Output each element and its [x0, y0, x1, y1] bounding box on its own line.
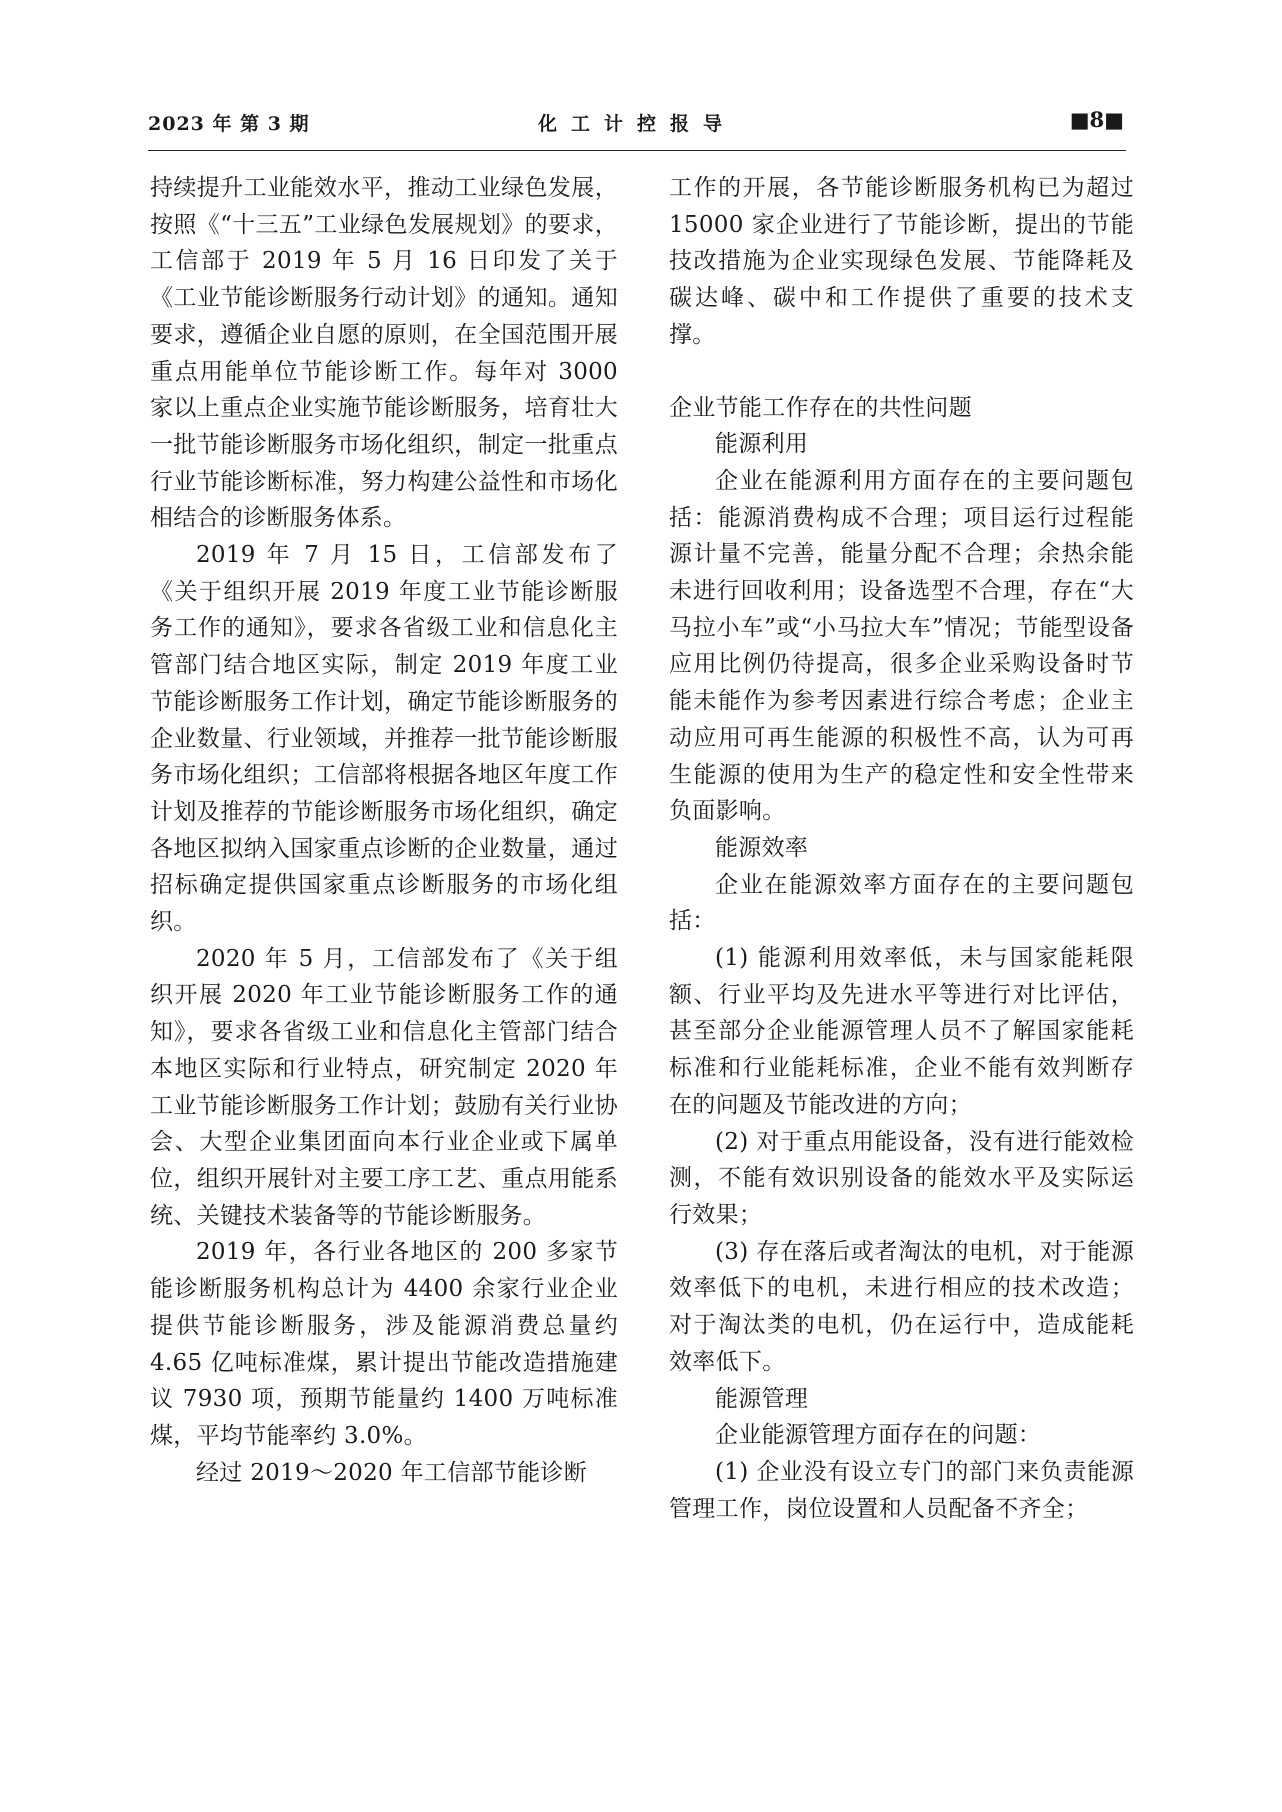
paragraph: 企业在能源效率方面存在的主要问题包括：: [669, 871, 1134, 935]
subsection-title: 能源效率: [715, 834, 809, 861]
issue-label: 2023 年 第 3 期: [148, 113, 310, 135]
paragraph: 经过 2019～2020 年工信部节能诊断: [196, 1459, 587, 1486]
list-item: (3) 存在落后或者淘汰的电机，对于能源效率低下的电机，未进行相应的技术改造；对于淘汰类的电机，仍在运行中，造成能耗效率低下。: [669, 1238, 1134, 1375]
section-title: 企业节能工作存在的共性问题: [669, 394, 972, 421]
paragraph: 2020 年 5 月，工信部发布了《关于组织开展 2020 年工业节能诊断服务工作的通知》，要求各省级工业和信息化主管部门结合本地区实际和行业特点，研究制定 2020 年工业节能诊断服务工作计划；鼓励有关行业协会、大型企业集团面向本行业企业或下属单位，组织开展针对主要工序工艺、重点用能系统、关键技术装备等的节能诊断服务。: [150, 945, 618, 1229]
page-number: ■8■: [1069, 107, 1124, 132]
paragraph: 2019 年 7 月 15 日，工信部发布了《关于组织开展 2019 年度工业节能诊断服务工作的通知》，要求各省级工业和信息化主管部门结合地区实际，制定 2019 年度工业节能诊断服务工作计划，确定节能诊断服务的企业数量、行业领域，并推荐一批节能诊断服务市场化组织；工信部将根据各地区年度工作计划及推荐的节能诊断服务市场化组织，确定各地区拟纳入国家重点诊断的企业数量，通过招标确定提供国家重点诊断服务的市场化组织。: [150, 542, 618, 936]
paragraph: 持续提升工业能效水平，推动工业绿色发展，按照《“十三五”工业绿色发展规划》的要求，工信部于 2019 年 5 月 16 日印发了关于《工业节能诊断服务行动计划》的通知。通知要求，遵循企业自愿的原则，在全国范围开展重点用能单位节能诊断工作。每年对 3000 家以上重点企业实施节能诊断服务，培育壮大一批节能诊断服务市场化组织，制定一批重点行业节能诊断标准，努力构建公益性和市场化相结合的诊断服务体系。: [150, 175, 618, 532]
paragraph: 企业能源管理方面存在的问题：: [715, 1422, 1042, 1449]
left-column: [150, 170, 618, 1491]
section-gap: [669, 354, 1134, 390]
header-rule: [148, 150, 1126, 151]
list-item: (1) 企业没有设立专门的部门来负责能源管理工作，岗位设置和人员配备不齐全；: [669, 1458, 1134, 1522]
list-item: (2) 对于重点用能设备，没有进行能效检测，不能有效识别设备的能效水平及实际运行效果；: [669, 1128, 1134, 1228]
paragraph: 2019 年，各行业各地区的 200 多家节能诊断服务机构总计为 4400 余家行业企业提供节能诊断服务，涉及能源消费总量约 4.65 亿吨标准煤，累计提出节能改造措施建议 7930 项，预期节能量约 1400 万吨标准煤，平均节能率约 3.0%。: [150, 1239, 618, 1449]
list-item: (1) 能源利用效率低，未与国家能耗限额、行业平均及先进水平等进行对比评估，甚至部分企业能源管理人员不了解国家能耗标准和行业能耗标准，企业不能有效判断存在的问题及节能改进的方向；: [669, 945, 1134, 1118]
subsection-title: 能源利用: [715, 431, 809, 458]
journal-title: 化工计控报导: [537, 113, 736, 135]
subsection-title: 能源管理: [715, 1385, 809, 1412]
right-column: [669, 170, 1134, 1527]
page-header: [148, 103, 1126, 143]
paragraph: 企业在能源利用方面存在的主要问题包括：能源消费构成不合理；项目运行过程能源计量不完善，能量分配不合理；余热余能未进行回收利用；设备选型不合理，存在“大马拉小车”或“小马拉大车”情况；节能型设备应用比例仍待提高，很多企业采购设备时节能未能作为参考因素进行综合考虑；企业主动应用可再生能源的积极性不高，认为可再生能源的使用为生产的稳定性和安全性带来负面影响。: [669, 467, 1134, 825]
paragraph: 工作的开展，各节能诊断服务机构已为超过 15000 家企业进行了节能诊断，提出的节能技改措施为企业实现绿色发展、节能降耗及碳达峰、碳中和工作提供了重要的技术支撑。: [669, 175, 1134, 348]
